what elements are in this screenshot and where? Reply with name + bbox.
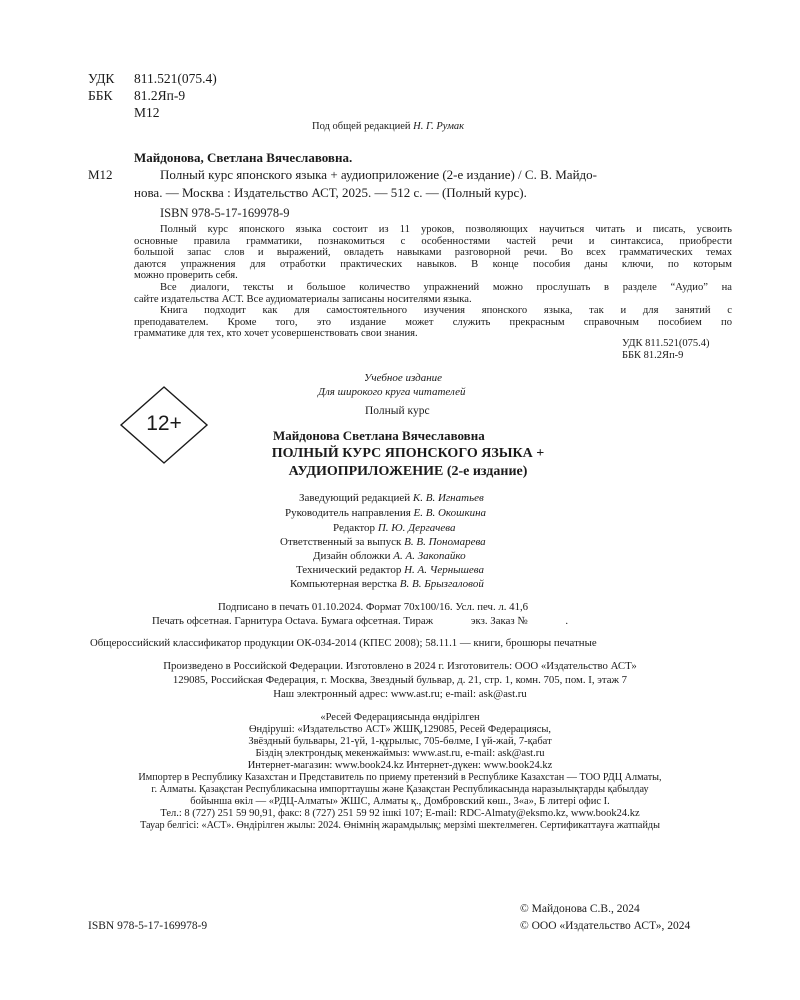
staff-row: Редактор П. Ю. Дергачева [333, 522, 456, 534]
abstract-line: основные правила грамматики, познакомиться с особенностями частей речи и синтаксиса, приобрести [134, 235, 732, 247]
author-mark: М12 [88, 167, 113, 182]
copyright-publisher: © ООО «Издательство АСТ», 2024 [520, 920, 691, 932]
book-title-line-2: АУДИОПРИЛОЖЕНИЕ (2-е издание) [288, 464, 528, 479]
kz-info-line: Тел.: 8 (727) 251 59 90,91, факс: 8 (727) 251 59 92 ішкі 107; E-mail: RDC-Almaty@eksmo.kz, www.book24.kz [160, 808, 640, 819]
abstract-line: сайте издательства АСТ. Все аудиоматериалы записаны носителями языка. [134, 293, 472, 305]
staff-row: Ответственный за выпуск В. В. Пономарева [280, 536, 486, 548]
abstract-udk: УДК 811.521(075.4) [622, 338, 710, 349]
print-info-line-1: Подписано в печать 01.10.2024. Формат 70x100/16. Усл. печ. л. 41,6 [218, 601, 529, 613]
series-name: Полный курс [365, 405, 430, 417]
author-mark-top: М12 [134, 105, 160, 120]
book-title-line-1: ПОЛНЫЙ КУРС ЯПОНСКОГО ЯЗЫКА + [271, 446, 545, 461]
kz-info-line: Импортер в Республику Казахстан и Представитель по приему претензий в Республике Казахстан — ТОО РДЦ Алматы, [138, 772, 662, 783]
kz-info-line: Звёздный бульвары, 21-үй, 1-құрылыс, 705-бөлме, I үй-жай, 7-қабат [248, 736, 552, 747]
abstract-line: Все диалоги, тексты и большое количество упражнений можно прослушать в разделе “Аудио” на [160, 282, 732, 293]
abstract-line: Полный курс японского языка состоит из 11 уроков, позволяющих научиться читать и писать, усвоить [160, 224, 732, 235]
staff-row: Дизайн обложки А. А. Закопайко [313, 550, 466, 562]
isbn-line: ISBN 978-5-17-169978-9 [160, 206, 290, 220]
age-rating-text: 12+ [146, 412, 182, 435]
abstract-line: большой запас слов и выражений, овладеть навыками разговорной речи. Во всех грамматических темах [134, 247, 732, 259]
kz-info-line: бойынша өкіл — «РДЦ-Алматы» ЖШС, Алматы қ., Домбровский көш., 3«а», Б литері офис I. [190, 796, 610, 807]
kz-info-line: Интернет-магазин: www.book24.kz Интернет-дүкен: www.book24.kz [247, 760, 553, 771]
description-line-1: Полный курс японского языка + аудиоприложение (2-е издание) / С. В. Майдо- [160, 167, 597, 182]
publisher-line: 129085, Российская Федерация, г. Москва, Звездный бульвар, д. 21, стр. 1, комн. 705, пом. I, этаж 7 [172, 674, 628, 686]
abstract-line: Книга подходит как для самостоятельного изучения японского языка, так и для занятий с [160, 305, 732, 317]
abstract-bbk: ББК 81.2Яп-9 [622, 350, 684, 361]
general-editor-name: Н. Г. Румак [413, 121, 465, 132]
publisher-line: Произведено в Российской Федерации. Изготовлено в 2024 г. Изготовитель: ООО «Издательство АСТ» [163, 660, 637, 672]
staff-row: Заведующий редакцией К. В. Игнатьев [299, 492, 484, 504]
bbk-label: ББК [88, 88, 113, 103]
staff-row: Технический редактор Н. А. Чернышева [296, 564, 484, 576]
product-classifier: Общероссийский классификатор продукции ОК-034-2014 (КПЕС 2008); 58.11.1 — книги, брошюры печатные [90, 637, 597, 649]
staff-row: Компьютерная верстка В. В. Брызгаловой [290, 578, 484, 590]
kz-info-line: «Ресей Федерациясында өндірілген [320, 712, 480, 723]
author-full: Майдонова Светлана Вячеславовна [273, 428, 485, 443]
copyright-author: © Майдонова С.В., 2024 [520, 903, 640, 915]
abstract-line: можно проверить себя. [134, 270, 238, 282]
udk-value: 811.521(075.4) [134, 71, 217, 86]
general-editor-prefix: Под общей редакцией [312, 121, 411, 132]
print-info-line-2: Печать офсетная. Гарнитура Octava. Бумага офсетная. Тираж экз. Заказ № . [152, 615, 569, 627]
footer-isbn: ISBN 978-5-17-169978-9 [88, 920, 208, 932]
kz-info-line: г. Алматы. Қазақстан Республикасына импорттаушы және Қазақстан Республикасында наразылықтарды қабылдау [151, 784, 649, 795]
kz-info-line: Өндіруші: «Издательство АСТ» ЖШҚ,129085, Ресей Федерациясы, [248, 724, 552, 735]
general-editor [312, 121, 464, 132]
edition-type: Учебное издание [364, 372, 443, 384]
description-line-2: нова. — Москва : Издательство АСТ, 2025. — 512 с. — (Полный курс). [134, 185, 527, 200]
bbk-value: 81.2Яп-9 [134, 88, 186, 103]
udk-label: УДК [88, 71, 115, 86]
edition-audience: Для широкого круга читателей [318, 386, 466, 398]
abstract-line: преподавателем. Кроме того, это издание может служить прекрасным справочным пособием по [134, 316, 732, 328]
abstract-line: грамматике для тех, кто хочет усовершенствовать свои знания. [134, 328, 418, 340]
kz-info-line: Тауар белгісі: «АСТ». Өндірілген жылы: 2024. Өнімнің жарамдылық; мерзімі шектелмеген. Сертификаттауға жатпайды [140, 820, 660, 831]
abstract-line: даются упражнения для отработки практических навыков. В конце пособия даны ключи, по которым [134, 258, 732, 270]
kz-info-line: Біздің электрондық мекенжаймыз: www.ast.ru, e-mail: ask@ast.ru [255, 748, 545, 759]
author-heading: Майдонова, Светлана Вячеславовна. [134, 150, 353, 165]
staff-row: Руководитель направления Е. В. Окошкина [285, 507, 487, 519]
publisher-line: Наш электронный адрес: www.ast.ru; e-mail: ask@ast.ru [273, 688, 527, 700]
